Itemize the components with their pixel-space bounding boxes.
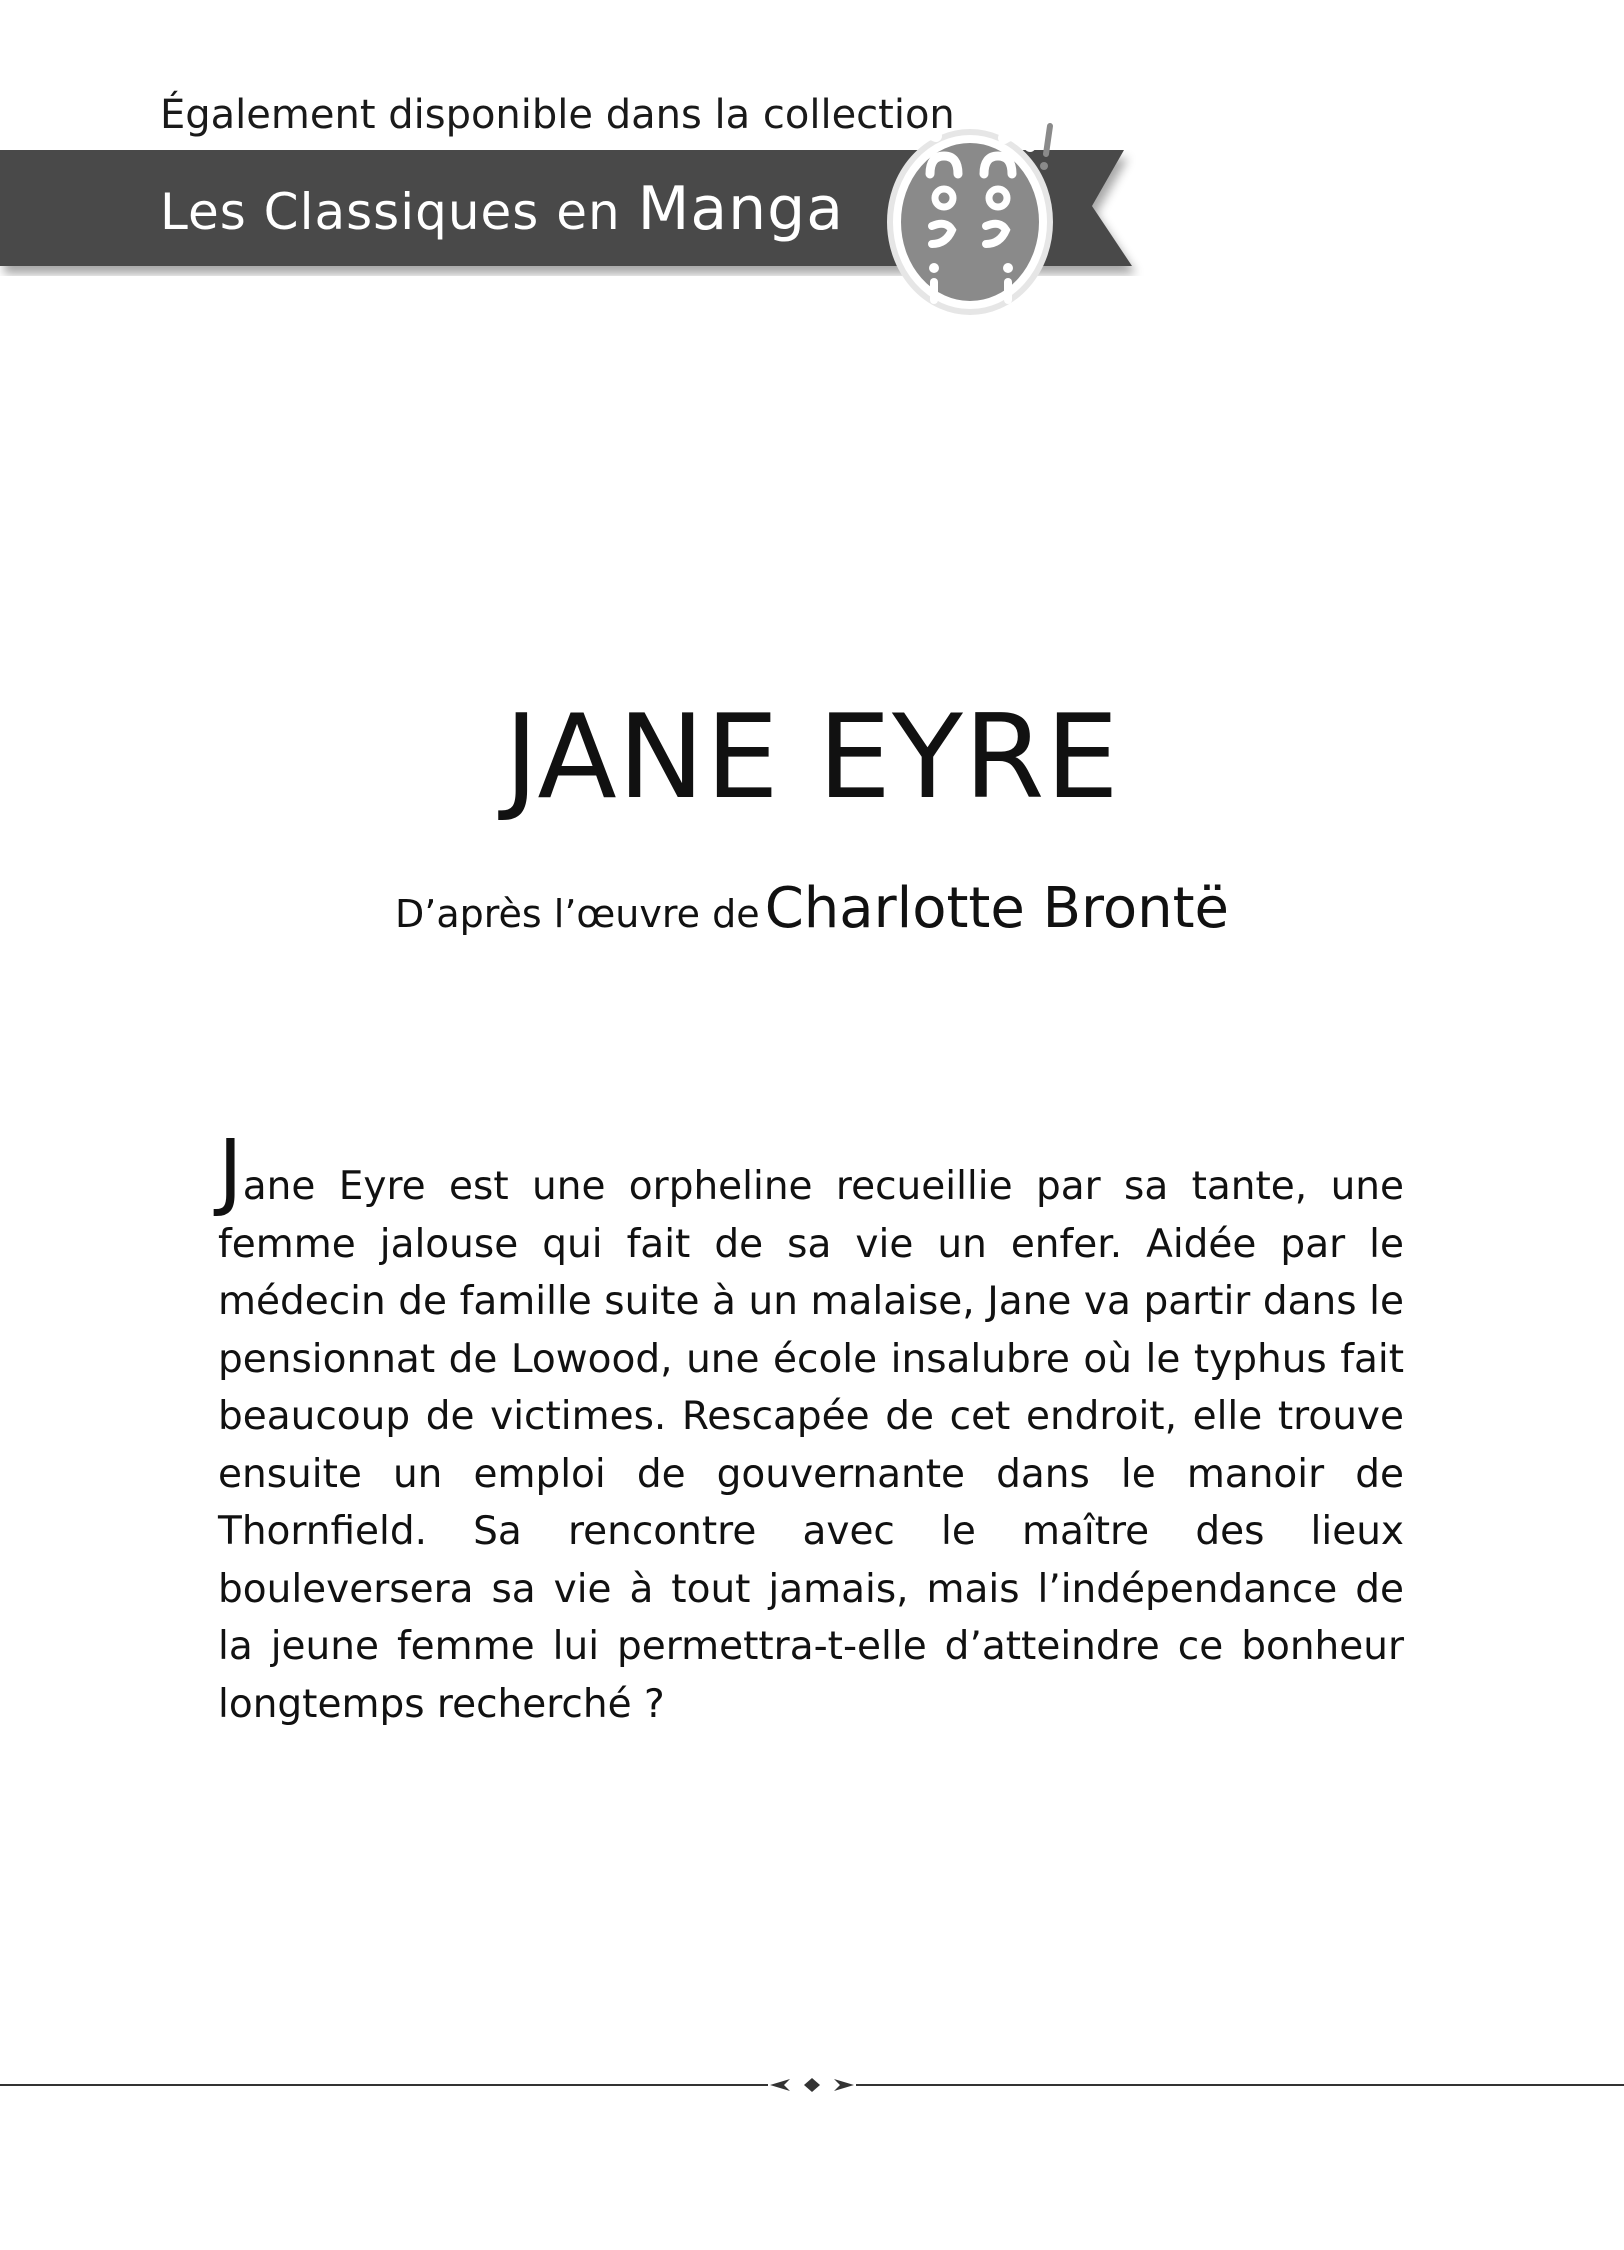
footer-ornament-rule xyxy=(0,2070,1624,2100)
book-title: JANE EYRE xyxy=(504,690,1120,825)
summary-dropcap: J xyxy=(218,1121,243,1219)
banner-title xyxy=(160,174,844,244)
collection-label: Également disponible dans la collection xyxy=(160,92,955,138)
summary-text: ane Eyre est une orpheline recueillie par sa tante, une femme jalouse qui fait de sa vie un enfer. Aidée par le médecin de famille suite à un malaise, Jane va partir dans le pensionnat de Lowood, une école insalubre où le typhus fait beaucoup de victimes. Rescapée de cet endroit, elle trouve ensuite un emploi de gouvernante dans le manoir de Thornfield. Sa rencontre avec le maître des lieux bouleversera sa vie à tout jamais, mais l’indépendance de la jeune femme lui permettra-t-elle d’atteindre ce bonheur longtemps recherché ? xyxy=(218,1164,1404,1727)
banner-title-small: Les Classiques en xyxy=(160,183,621,241)
author-name: Charlotte Brontë xyxy=(764,876,1229,941)
book-summary xyxy=(218,1121,1404,1733)
author-line xyxy=(0,876,1624,941)
banner-title-big: Manga xyxy=(637,174,845,244)
mascot-logo-icon xyxy=(872,110,1072,320)
author-prefix: D’après l’œuvre de xyxy=(394,892,760,936)
